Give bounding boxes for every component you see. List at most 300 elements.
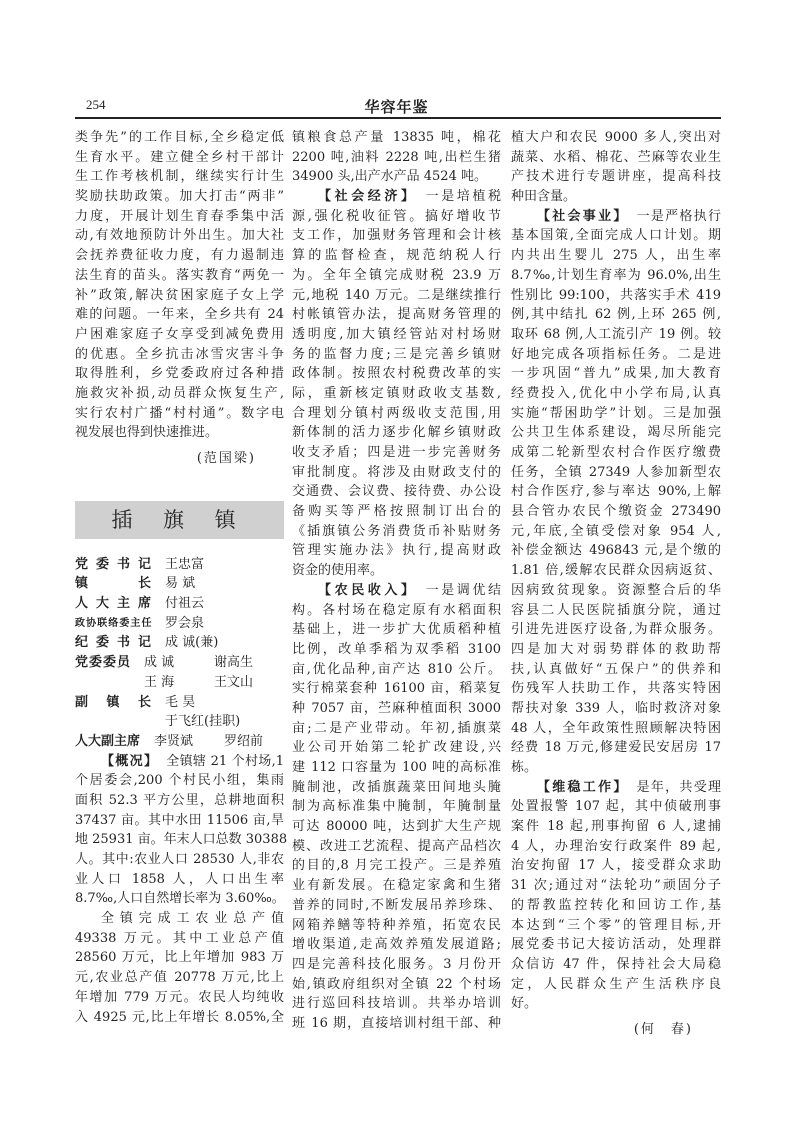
line-text: 班 16 期，直接培训村组干部、种 xyxy=(292,1015,501,1031)
official-name: 罗绍前 xyxy=(224,733,264,749)
line-text: 2200 吨,油料 2228 吨,出栏生猪 xyxy=(292,149,501,165)
line-text: 面积 52.3 平方公里，总耕地面积 xyxy=(75,792,284,808)
line-text: 4 人，办理治安行政案件 89 起, xyxy=(511,838,721,854)
text-line xyxy=(292,463,501,483)
line-text: 户困难家庭子女享受到减免费用 xyxy=(75,326,284,342)
text-line xyxy=(511,916,721,936)
line-text: 入 4925 元,比上年增长 8.05%,全 xyxy=(75,1009,284,1025)
line-text: 处置报警 107 起，其中侦破刑事 xyxy=(511,799,721,815)
text-line xyxy=(511,443,721,463)
text-line xyxy=(75,305,284,325)
line-text: 性别比 99:100，共落实手术 419 xyxy=(511,287,721,303)
text-line xyxy=(292,404,501,424)
line-text: 一步巩固“普九”成果,加大教育 xyxy=(511,366,721,382)
line-text: 任务，全镇 27349 人参加新型农 xyxy=(511,464,721,480)
text-line xyxy=(292,502,501,522)
text-line xyxy=(75,207,284,227)
paragraph xyxy=(75,128,284,443)
official-names xyxy=(154,732,294,752)
line-text: 公共卫生体系建设，竭尽所能完 xyxy=(511,425,721,441)
line-text: 个居委会,200 个村民小组，集雨 xyxy=(75,773,284,789)
line-text: 蔬菜、水稻、棉花、苎麻等农业生 xyxy=(511,149,721,165)
text-line xyxy=(511,620,721,640)
line-text: 视发展也得到快速推进。 xyxy=(75,425,219,441)
text-line xyxy=(511,797,721,817)
line-text: 产技术进行专题讲座，提高科技 xyxy=(511,169,721,185)
line-text: 成第二轮新型农村合作医疗缴费 xyxy=(511,445,721,460)
line-text: 引进先进医疗设备,为群众服务。 xyxy=(511,622,721,638)
text-line xyxy=(511,128,721,148)
line-text: 展党委书记大接访活动，处理群 xyxy=(511,937,721,953)
text-line xyxy=(511,167,721,187)
text-line xyxy=(75,364,284,384)
text-line xyxy=(292,975,501,995)
text-line xyxy=(292,837,501,857)
line-text: 务的监督力度;三是完善乡镇财 xyxy=(292,346,501,362)
text-line xyxy=(511,463,721,483)
line-text: 源,强化税收征管。搞好增收节 xyxy=(292,208,501,224)
text-line xyxy=(75,423,284,443)
line-text: 栋。 xyxy=(511,760,538,775)
line-text: 案件 18 起,刑事拘留 6 人,逮捕 xyxy=(511,819,721,835)
text-line xyxy=(292,443,501,463)
line-text: 的优惠。全乡抗击冰雪灾害斗争 xyxy=(75,346,284,362)
text-line xyxy=(75,752,284,772)
official-names xyxy=(165,693,235,713)
text-line xyxy=(292,660,501,680)
line-text: 业公司开始第二轮扩改建设,兴 xyxy=(292,740,501,756)
official-name: 王文山 xyxy=(214,674,254,690)
line-text: 定，人民群众生产生活秩序良 xyxy=(511,976,721,992)
paragraph xyxy=(75,909,284,1027)
official-names xyxy=(144,653,284,673)
line-text: 实行农村广播“村村通”。数字电 xyxy=(75,405,284,421)
official-names xyxy=(165,594,235,614)
line-text: 为。全年全镇完成财税 23.9 万 xyxy=(292,267,501,283)
line-text: 一是严格执行 xyxy=(636,208,721,224)
official-row xyxy=(75,712,284,732)
official-role xyxy=(75,712,155,732)
text-line xyxy=(292,719,501,739)
official-row xyxy=(75,693,284,713)
text-line xyxy=(75,345,284,365)
text-line xyxy=(511,541,721,561)
text-line xyxy=(511,286,721,306)
official-name: 罗会泉 xyxy=(165,615,205,631)
text-line xyxy=(75,286,284,306)
official-names xyxy=(165,614,235,634)
text-line xyxy=(75,384,284,404)
line-text: 地 25931 亩。年末人口总数 30388 xyxy=(75,832,288,848)
line-text: 增收渠道,走高效养殖发展道路; xyxy=(292,937,501,953)
text-line xyxy=(75,226,284,246)
official-name: 于飞红(挂职) xyxy=(165,714,241,730)
line-text: 经费 18 万元,修建爱民安居房 17 xyxy=(511,740,721,756)
text-line xyxy=(75,148,284,168)
official-name: 王 海 xyxy=(144,674,175,690)
line-text: 会抚养费征收力度，有力遏制违 xyxy=(75,248,284,264)
line-text: 伤残军人扶助工作，共落实特困 xyxy=(511,681,721,697)
line-text: 始,镇政府组织对全镇 22 个村场 xyxy=(292,976,501,992)
line-text: 48 人，全年政策性照顾解决特困 xyxy=(511,720,721,736)
official-row xyxy=(75,633,284,653)
text-line xyxy=(75,128,284,148)
line-text: 37437 亩。其中水田 11506 亩,旱 xyxy=(75,812,284,828)
text-line xyxy=(511,876,721,896)
text-line xyxy=(75,968,284,988)
line-text: 补”政策,解决贫困家庭子女上学 xyxy=(75,287,284,303)
official-row xyxy=(75,574,284,594)
line-text: 本达到“三个零”的管理目标,开 xyxy=(511,917,721,933)
text-line xyxy=(292,345,501,365)
line-text: 治安拘留 17 人，接受群众求助 xyxy=(511,858,721,874)
official-role: 党委委员 xyxy=(75,655,130,671)
text-line xyxy=(511,758,721,778)
text-line xyxy=(292,758,501,778)
text-line xyxy=(511,817,721,837)
text-line xyxy=(75,929,284,949)
official-role: 副镇长 xyxy=(75,694,151,710)
paragraph xyxy=(292,581,501,1034)
text-line xyxy=(292,876,501,896)
text-line xyxy=(511,522,721,542)
line-text: 奖励扶助政策。加大打击“两非” xyxy=(75,189,284,205)
official-role: 人大主席 xyxy=(75,596,151,612)
line-text: 法生育的苗头。落实教育“两免一 xyxy=(75,267,284,283)
line-text: 元,地税 140 万元。二是继续推行 xyxy=(292,287,501,303)
official-names xyxy=(144,673,284,693)
text-line xyxy=(75,266,284,286)
text-line xyxy=(292,955,501,975)
line-text: 8.7‰,人口自然增长率为 3.60‰。 xyxy=(75,891,285,907)
line-text: 动,有效地预防计外出生。加大社 xyxy=(75,228,284,244)
author-credit: (范国梁) xyxy=(196,451,256,466)
text-line xyxy=(511,423,721,443)
text-line xyxy=(511,699,721,719)
line-text: 网箱养鳝等特种养殖，拓宽农民 xyxy=(292,917,501,933)
line-text: 一是调优结 xyxy=(425,582,501,598)
text-line xyxy=(292,148,501,168)
text-line xyxy=(75,870,284,890)
text-line xyxy=(292,325,501,345)
official-name: 李贤斌 xyxy=(154,733,194,749)
text-line xyxy=(292,423,501,443)
official-role xyxy=(75,673,134,693)
text-line xyxy=(75,988,284,1008)
text-line xyxy=(511,955,721,975)
section-heading: 【社会经济】 xyxy=(318,189,418,205)
line-text: 一是培植税 xyxy=(425,189,501,205)
line-text: 比例，改单季稻为双季稻 3100 xyxy=(292,641,501,657)
line-text: 交通费、会议费、接待费、办公设 xyxy=(292,484,501,500)
official-role: 政协联络委主任 xyxy=(75,617,151,629)
official-role: 党委书记 xyxy=(75,556,151,572)
line-text: 村帐镇管办法，提高财务管理的 xyxy=(292,307,501,323)
text-line xyxy=(292,246,501,266)
line-text: 模、改进工艺流程、提高产品档次 xyxy=(292,838,501,854)
text-line xyxy=(292,679,501,699)
text-line xyxy=(75,791,284,811)
official-row xyxy=(75,614,284,634)
text-line xyxy=(511,502,721,522)
text-line xyxy=(292,187,501,207)
line-text: 扶,认真做好“五保户”的供养和 xyxy=(511,661,721,677)
text-line xyxy=(511,404,721,424)
text-line xyxy=(511,482,721,502)
line-text: 34900 头,出产水产品 4524 吨。 xyxy=(292,169,487,185)
column-1 xyxy=(75,128,288,1027)
text-line xyxy=(75,850,284,870)
text-line xyxy=(75,325,284,345)
text-line xyxy=(75,246,284,266)
text-line xyxy=(292,561,501,581)
line-text: 四是加大对弱势群体的救助帮 xyxy=(511,641,721,657)
text-line xyxy=(511,305,721,325)
official-names xyxy=(165,633,235,653)
line-text: 普养的同时,不断发展吊养珍珠、 xyxy=(292,897,501,913)
line-text: 进行巡回科技培训。共举办培训 xyxy=(292,996,501,1012)
paragraph xyxy=(511,207,721,778)
section-heading: 【社会事业】 xyxy=(537,208,629,224)
line-text: 种田含量。 xyxy=(511,189,577,205)
line-text: 是年，共受理 xyxy=(636,779,721,795)
author-credit: (何 春) xyxy=(633,1021,693,1037)
line-text: 资金的使用率。 xyxy=(292,563,384,579)
line-text: 际，重新核定镇财政收支基数, xyxy=(292,385,501,401)
official-name: 成 诚(兼) xyxy=(165,635,219,651)
line-text: 政体制。按照农村税费改革的实 xyxy=(292,366,501,382)
line-text: 元,农业总产值 20778 万元,比上 xyxy=(75,970,284,986)
page-number: 254 xyxy=(86,97,106,112)
line-text: 全镇辖 21 个村场,1 xyxy=(166,753,284,769)
line-text: 31 次;通过对“法轮功”顽固分子 xyxy=(511,878,721,894)
column-3 xyxy=(511,128,721,1040)
line-text: 帮扶对象 339 人，临时救济对象 xyxy=(511,700,721,716)
text-line xyxy=(511,935,721,955)
text-line xyxy=(292,797,501,817)
text-line xyxy=(75,1008,284,1028)
text-line xyxy=(511,640,721,660)
text-line xyxy=(511,719,721,739)
line-text: 内共出生婴儿 275 人，出生率 xyxy=(511,248,721,264)
line-text: 元,年底,全镇受偿对象 954 人, xyxy=(511,523,721,539)
text-line xyxy=(292,167,501,187)
line-text: 经费投入,优化中小学布局,认真 xyxy=(511,385,721,401)
official-row xyxy=(75,673,284,693)
line-text: 容县二人民医院插旗分院，通过 xyxy=(511,602,721,618)
text-line xyxy=(292,522,501,542)
line-text: 取环 68 例,人工流引产 19 例。较 xyxy=(511,326,721,342)
section-heading: 【概况】 xyxy=(101,753,159,769)
line-text: 审批制度。将涉及由财政支付的 xyxy=(292,464,501,480)
line-text: 村合作医疗,参与率达 90%,上解 xyxy=(511,484,721,500)
line-text: 例,其中结扎 62 例,上环 265 例, xyxy=(511,307,721,323)
text-line xyxy=(511,660,721,680)
text-line xyxy=(511,561,721,581)
section-heading: 【农民收入】 xyxy=(318,582,418,598)
paragraph xyxy=(75,752,288,910)
text-line xyxy=(292,384,501,404)
line-text: 全镇完成工农业总产值 xyxy=(101,911,284,927)
text-line xyxy=(511,345,721,365)
text-line xyxy=(292,581,501,601)
text-line xyxy=(75,909,284,929)
text-line xyxy=(292,482,501,502)
officials-list xyxy=(75,555,284,752)
text-line xyxy=(292,226,501,246)
official-role: 纪委书记 xyxy=(75,635,151,651)
text-line xyxy=(292,364,501,384)
line-text: 亩;二是产业带动。年初,插旗菜 xyxy=(292,720,501,736)
text-line xyxy=(75,187,284,207)
official-name: 付祖云 xyxy=(165,596,205,612)
official-row xyxy=(75,555,284,575)
section-heading: 【维稳工作】 xyxy=(537,779,629,795)
text-line xyxy=(292,994,501,1014)
text-line xyxy=(511,601,721,621)
header-rule xyxy=(75,117,721,119)
paragraph xyxy=(511,128,721,207)
text-line xyxy=(511,325,721,345)
line-text: 算的监督检查，规范纳税人行 xyxy=(292,248,501,264)
official-role: 镇长 xyxy=(75,576,151,592)
text-line xyxy=(75,404,284,424)
line-text: 施救灾补损,动员群众恢复生产, xyxy=(75,385,284,401)
text-line xyxy=(511,148,721,168)
text-line xyxy=(511,837,721,857)
text-line xyxy=(511,896,721,916)
section-title-banner: 插 旗 镇 xyxy=(75,501,284,539)
line-text: 的目的,8 月完工投产。三是养殖 xyxy=(292,858,501,874)
text-line xyxy=(511,581,721,601)
text-line xyxy=(292,896,501,916)
line-text: 基本国策,全面完成人口计划。期 xyxy=(511,228,721,244)
text-line xyxy=(292,817,501,837)
text-line xyxy=(75,771,284,791)
text-line xyxy=(75,889,284,909)
line-text: 基础上，进一步扩大优质稻种植 xyxy=(292,622,501,638)
line-text: 合理划分镇村两级收支范围,用 xyxy=(292,405,501,421)
paragraph xyxy=(292,187,501,581)
line-text: 类争先”的工作目标,全乡稳定低 xyxy=(75,130,284,145)
line-text: 镇粮食总产量 13835 吨，棉花 xyxy=(292,130,501,145)
line-text: 人。其中:农业人口 28530 人,非农 xyxy=(75,852,284,867)
official-row xyxy=(75,732,284,752)
text-line xyxy=(511,738,721,758)
line-text: 因病致贫现象。资源整合后的华 xyxy=(511,582,721,598)
text-line xyxy=(511,364,721,384)
official-names xyxy=(165,712,252,732)
line-text: 可达 80000 吨，达到扩大生产规 xyxy=(292,819,501,835)
text-line xyxy=(292,738,501,758)
line-text: 县合管办农民个缴资金 273490 xyxy=(511,504,721,520)
text-line xyxy=(292,541,501,561)
line-text: 好地完成各项指标任务。二是进 xyxy=(511,346,721,362)
line-text: 管理实施办法》执行,提高财政 xyxy=(292,543,501,559)
text-line xyxy=(511,679,721,699)
text-line xyxy=(292,128,501,148)
line-text: 8.7‰,计划生育率为 96.0%,出生 xyxy=(511,267,721,283)
official-role: 人大副主席 xyxy=(75,733,141,749)
text-line xyxy=(75,830,288,850)
line-text: 备购买等严格按照制订出台的 xyxy=(292,504,501,520)
line-text: 新体制的活力逐步化解乡镇财政 xyxy=(292,425,501,441)
line-text: 28560 万元，比上年增加 983 万 xyxy=(75,950,284,966)
line-text: 支工作，加强财务管理和会计核 xyxy=(292,228,501,244)
text-line xyxy=(511,246,721,266)
column-2 xyxy=(292,128,501,1034)
text-line xyxy=(511,975,721,995)
line-text: 取得胜利，乡党委政府过各种措 xyxy=(75,366,284,382)
text-line xyxy=(511,778,721,798)
text-line xyxy=(292,207,501,227)
text-line xyxy=(292,601,501,621)
text-line xyxy=(511,266,721,286)
line-text: 收支矛盾；四是进一步完善财务 xyxy=(292,445,501,460)
text-line xyxy=(292,286,501,306)
line-text: 四是完善科技化服务。3 月份开 xyxy=(292,956,501,972)
running-title: 华容年鉴 xyxy=(364,98,429,116)
line-text: 的帮教监控转化和回访工作,基 xyxy=(511,897,721,913)
text-line xyxy=(292,699,501,719)
text-line xyxy=(511,994,721,1014)
line-text: 《插旗镇公务消费货币补贴财务 xyxy=(292,523,501,539)
paragraph xyxy=(511,778,721,1014)
line-text: 实行棉菜套种 16100 亩，稻菜复 xyxy=(292,681,501,697)
line-text: 生工作考核机制，继续实行计生 xyxy=(75,169,284,185)
text-line xyxy=(511,856,721,876)
text-line xyxy=(292,266,501,286)
official-name: 谢高生 xyxy=(214,655,254,671)
text-line xyxy=(292,620,501,640)
line-text: 透明度,加大镇经管站对村场财 xyxy=(292,326,501,342)
text-line xyxy=(292,640,501,660)
official-name: 易 斌 xyxy=(165,576,196,592)
line-text: 业有新发展。在稳定家禽和生猪 xyxy=(292,878,501,894)
line-text: 实施“帮困助学”计划。三是加强 xyxy=(511,405,721,421)
official-names xyxy=(165,555,235,575)
line-text: 1.81 倍,缓解农民群众因病返贫、 xyxy=(511,563,721,579)
line-text: 植大户和农民 9000 多人,突出对 xyxy=(511,130,721,145)
line-text: 建 112 口容量为 100 吨的高标准 xyxy=(292,760,501,775)
line-text: 好。 xyxy=(511,996,538,1012)
line-text: 业人口 1858 人，人口出生率 xyxy=(75,871,284,887)
line-text: 补偿金额达 496843 元,是个缴的 xyxy=(511,543,721,559)
line-text: 年增加 779 万元。农民人均纯收 xyxy=(75,989,284,1005)
line-text: 腌制池，改插旗蔬菜田间地头腌 xyxy=(292,779,501,795)
line-text: 制为高标准集中腌制，年腌制量 xyxy=(292,799,501,815)
official-name: 成 诚 xyxy=(144,655,175,671)
official-row xyxy=(75,594,284,614)
text-line xyxy=(292,1014,501,1034)
line-text: 构。各村场在稳定原有水稻面积 xyxy=(292,602,501,618)
line-text: 种 7057 亩，苎麻种植面积 3000 xyxy=(292,700,501,716)
line-text: 生育水平。建立健全乡村干部计 xyxy=(75,149,284,165)
line-text: 49338 万元。其中工业总产值 xyxy=(75,930,284,946)
official-name: 毛 昊 xyxy=(165,694,196,710)
text-line xyxy=(292,935,501,955)
text-line xyxy=(511,226,721,246)
official-row xyxy=(75,653,284,673)
line-text: 众信访 47 件，保持社会大局稳 xyxy=(511,956,721,972)
text-line xyxy=(511,187,721,207)
text-line xyxy=(292,305,501,325)
text-line xyxy=(75,167,284,187)
text-line xyxy=(75,811,284,831)
paragraph xyxy=(292,128,501,187)
text-line xyxy=(292,856,501,876)
line-text: 难的问题。一年来，全乡共有 24 xyxy=(75,307,284,323)
